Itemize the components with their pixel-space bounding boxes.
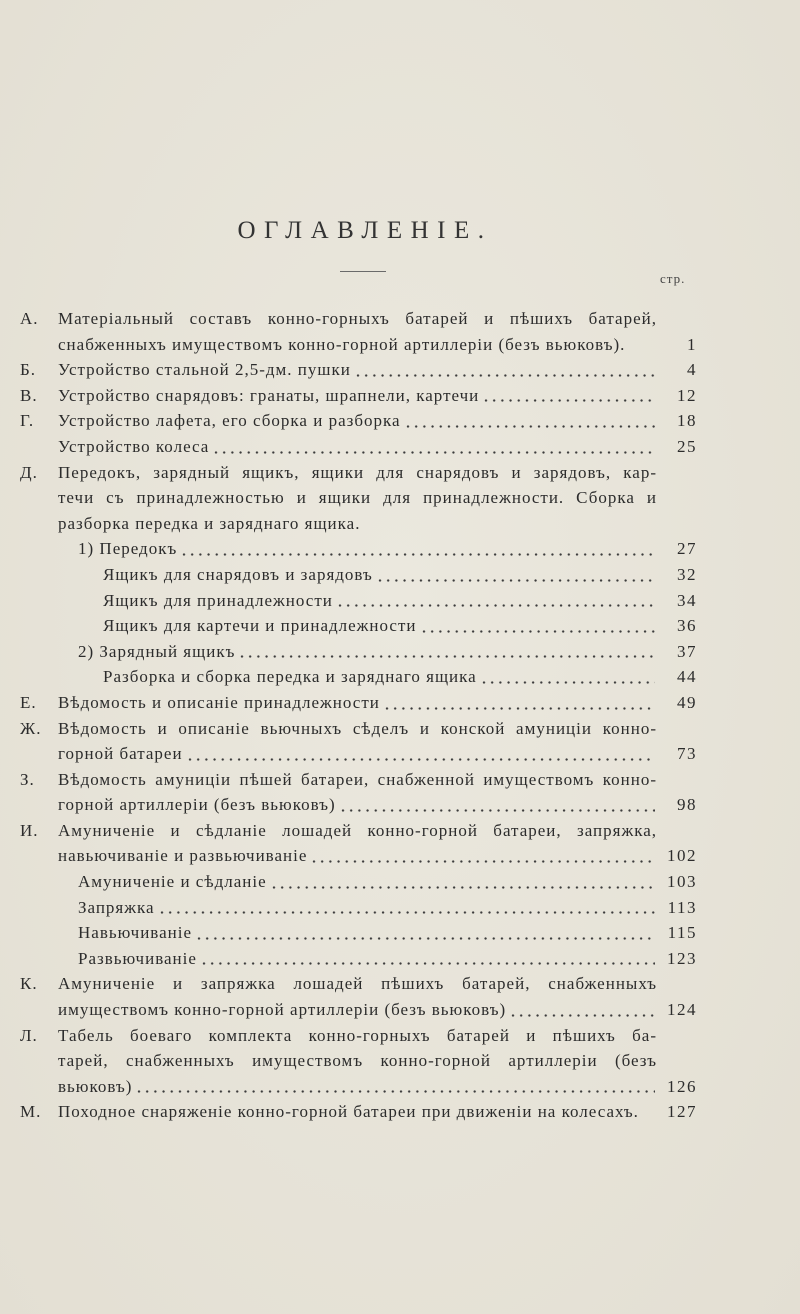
page-number: 18 (677, 411, 697, 431)
entry-text: снабженныхъ имуществомъ конно-горной артиллеріи (безъ вьюковъ). (58, 334, 626, 354)
label-spacer (20, 332, 58, 358)
entry-text: Устройство лафета, его сборка и разборка (58, 411, 401, 431)
page-number: 25 (677, 436, 697, 456)
page-number: 1 (687, 334, 697, 354)
leader-dots (188, 758, 655, 761)
page-number: 123 (667, 948, 697, 968)
label-spacer (20, 664, 58, 690)
toc-row (20, 306, 697, 332)
leader-dots (312, 860, 655, 863)
subentry-text: Ящикъ для снарядовъ и зарядовъ (103, 564, 373, 584)
page-number: 36 (677, 616, 697, 636)
toc-row (20, 639, 697, 665)
subentry-text: Навьючиваніе (78, 923, 193, 943)
leader-dots (422, 630, 655, 633)
page-number: 113 (667, 897, 697, 917)
leader-dots (484, 399, 655, 402)
label-spacer (20, 639, 58, 665)
page-number: 115 (667, 923, 697, 943)
page-number: 124 (667, 1000, 697, 1020)
label-spacer (20, 485, 58, 511)
toc-row (20, 971, 697, 997)
entry-text: Вѣдомость и описаніе вьючныхъ сѣделъ и конской амуниціи конно- (58, 718, 657, 738)
entry-letter: М. (20, 1102, 42, 1122)
leader-dots (182, 553, 655, 556)
toc-row (20, 485, 697, 511)
entry-text: Табель боеваго комплекта конно-горныхъ батарей и пѣшихъ ба- (58, 1025, 657, 1045)
entry-text: вьюковъ) (58, 1076, 133, 1096)
toc-row (20, 536, 697, 562)
leader-dots (338, 604, 655, 607)
leader-dots (197, 937, 655, 940)
toc-row (20, 613, 697, 639)
leader-dots (356, 374, 655, 377)
toc-row (20, 1099, 697, 1125)
page-number: 44 (677, 667, 697, 687)
page-number: 126 (667, 1076, 697, 1096)
entry-text: Матеріальный составъ конно-горныхъ батарей и пѣшихъ батарей, (58, 309, 657, 328)
leader-dots (341, 809, 655, 812)
entry-letter: Г. (20, 411, 35, 431)
label-spacer (20, 792, 58, 818)
label-spacer (20, 843, 58, 869)
toc-row (20, 511, 697, 537)
label-spacer (20, 741, 58, 767)
toc-row (20, 741, 697, 767)
toc-row (20, 690, 697, 716)
leader-dots (511, 1014, 655, 1017)
entry-letter: З. (20, 769, 35, 789)
subentry-text: 1) Передокъ (78, 539, 178, 559)
entry-letter: Ж. (20, 718, 42, 738)
leader-dots (160, 911, 655, 914)
subentry-text: 2) Зарядный ящикъ (78, 641, 236, 661)
page-number: 34 (677, 590, 697, 610)
toc-row (20, 716, 697, 742)
entry-text: имуществомъ конно-горной артиллеріи (безъ вьюковъ) (58, 1000, 507, 1020)
leader-dots (482, 681, 655, 684)
label-spacer (20, 920, 58, 946)
leader-dots (214, 451, 655, 454)
label-spacer (20, 1048, 58, 1074)
toc-row (20, 562, 697, 588)
entry-letter: К. (20, 974, 38, 994)
entry-text: навьючиваніе и развьючиваніе (58, 846, 308, 866)
toc-row (20, 818, 697, 844)
entry-text: Устройство снарядовъ: гранаты, шрапнели, картечи (58, 385, 480, 405)
label-spacer (20, 1074, 58, 1100)
toc-row (20, 792, 697, 818)
toc-row (20, 1048, 697, 1074)
toc-row (20, 434, 697, 460)
entry-text: Устройство стальной 2,5-дм. пушки (58, 360, 351, 380)
toc-row (20, 920, 697, 946)
page-number: 12 (677, 385, 697, 405)
toc-row (20, 869, 697, 895)
page-number: 127 (667, 1102, 697, 1122)
page-number: 73 (677, 744, 697, 764)
page-number: 4 (687, 360, 697, 380)
toc-row (20, 843, 697, 869)
leader-dots (137, 1090, 655, 1093)
entry-text: тарей, снабженныхъ имуществомъ конно-горной артиллеріи (безъ (58, 1051, 657, 1071)
entry-letter: И. (20, 820, 39, 840)
label-spacer (20, 434, 58, 460)
label-spacer (20, 869, 58, 895)
entry-text: Вѣдомость и описаніе принадлежности (58, 692, 380, 712)
entry-text: Вѣдомость амуниціи пѣшей батареи, снабженной имуществомъ конно- (58, 769, 657, 789)
label-spacer (20, 997, 58, 1023)
toc-row (20, 946, 697, 972)
toc-row (20, 588, 697, 614)
entry-text: разборка передка и заряднаго ящика. (58, 513, 361, 533)
toc-row (20, 357, 697, 383)
subentry-text: Запряжка (78, 897, 155, 917)
label-spacer (20, 588, 58, 614)
entry-text: течи съ принадлежностью и ящики для принадлежности. Сборка и (58, 488, 657, 508)
toc-row (20, 332, 697, 358)
page-number: 103 (667, 872, 697, 892)
subentry-text: Ящикъ для картечи и принадлежности (103, 616, 417, 636)
toc-row (20, 767, 697, 793)
page-number: 98 (677, 795, 697, 815)
entry-text: Походное снаряженіе конно-горной батареи при движеніи на колесахъ. (58, 1102, 639, 1122)
page-column-label: стр. (660, 271, 686, 286)
gap (639, 1099, 659, 1125)
label-spacer (20, 946, 58, 972)
page-number: 37 (677, 641, 697, 661)
subentry-text: Развьючиваніе (78, 948, 197, 968)
page-number: 102 (667, 846, 697, 866)
leader-dots (272, 886, 655, 889)
leader-dots (202, 962, 655, 965)
entry-letter: Е. (20, 692, 37, 712)
leader-dots (406, 425, 655, 428)
leader-dots (240, 655, 655, 658)
toc-row (20, 383, 697, 409)
label-spacer (20, 511, 58, 537)
table-of-contents (20, 306, 697, 1125)
entry-letter: Б. (20, 360, 37, 380)
leader-dots (378, 579, 655, 582)
subentry-text: Амуниченіе и сѣдланіе (78, 872, 267, 892)
label-spacer (20, 536, 58, 562)
entry-letter: Л. (20, 1025, 38, 1045)
title-rule (340, 271, 386, 272)
toc-row (20, 1023, 697, 1049)
subentry-text: Ящикъ для принадлежности (103, 590, 333, 610)
entry-text: Амуниченіе и сѣдланіе лошадей конно-горной батареи, запряжка, (58, 820, 657, 840)
toc-row (20, 460, 697, 486)
toc-title: ОГЛАВЛЕНІЕ. (237, 217, 493, 244)
label-spacer (20, 895, 58, 921)
entry-text: Амуниченіе и запряжка лошадей пѣшихъ батарей, снабженныхъ (58, 974, 657, 994)
leader-dots (385, 707, 655, 710)
toc-row (20, 408, 697, 434)
subentry-text: Устройство колеса (58, 436, 210, 456)
entry-text: горной артиллеріи (безъ вьюковъ) (58, 795, 336, 815)
entry-letter: Д. (20, 462, 38, 482)
entry-text: Передокъ, зарядный ящикъ, ящики для снарядовъ и зарядовъ, кар- (58, 462, 657, 482)
page-number: 32 (677, 564, 697, 584)
toc-row (20, 1074, 697, 1100)
label-spacer (20, 562, 58, 588)
entry-letter: В. (20, 385, 38, 405)
entry-text: горной батареи (58, 744, 183, 764)
page-number: 49 (677, 692, 697, 712)
entry-letter: А. (20, 309, 39, 328)
subentry-text: Разборка и сборка передка и заряднаго ящика (103, 667, 477, 687)
toc-row (20, 664, 697, 690)
gap (625, 332, 659, 358)
label-spacer (20, 613, 58, 639)
toc-row (20, 895, 697, 921)
toc-row (20, 997, 697, 1023)
page-number: 27 (677, 539, 697, 559)
